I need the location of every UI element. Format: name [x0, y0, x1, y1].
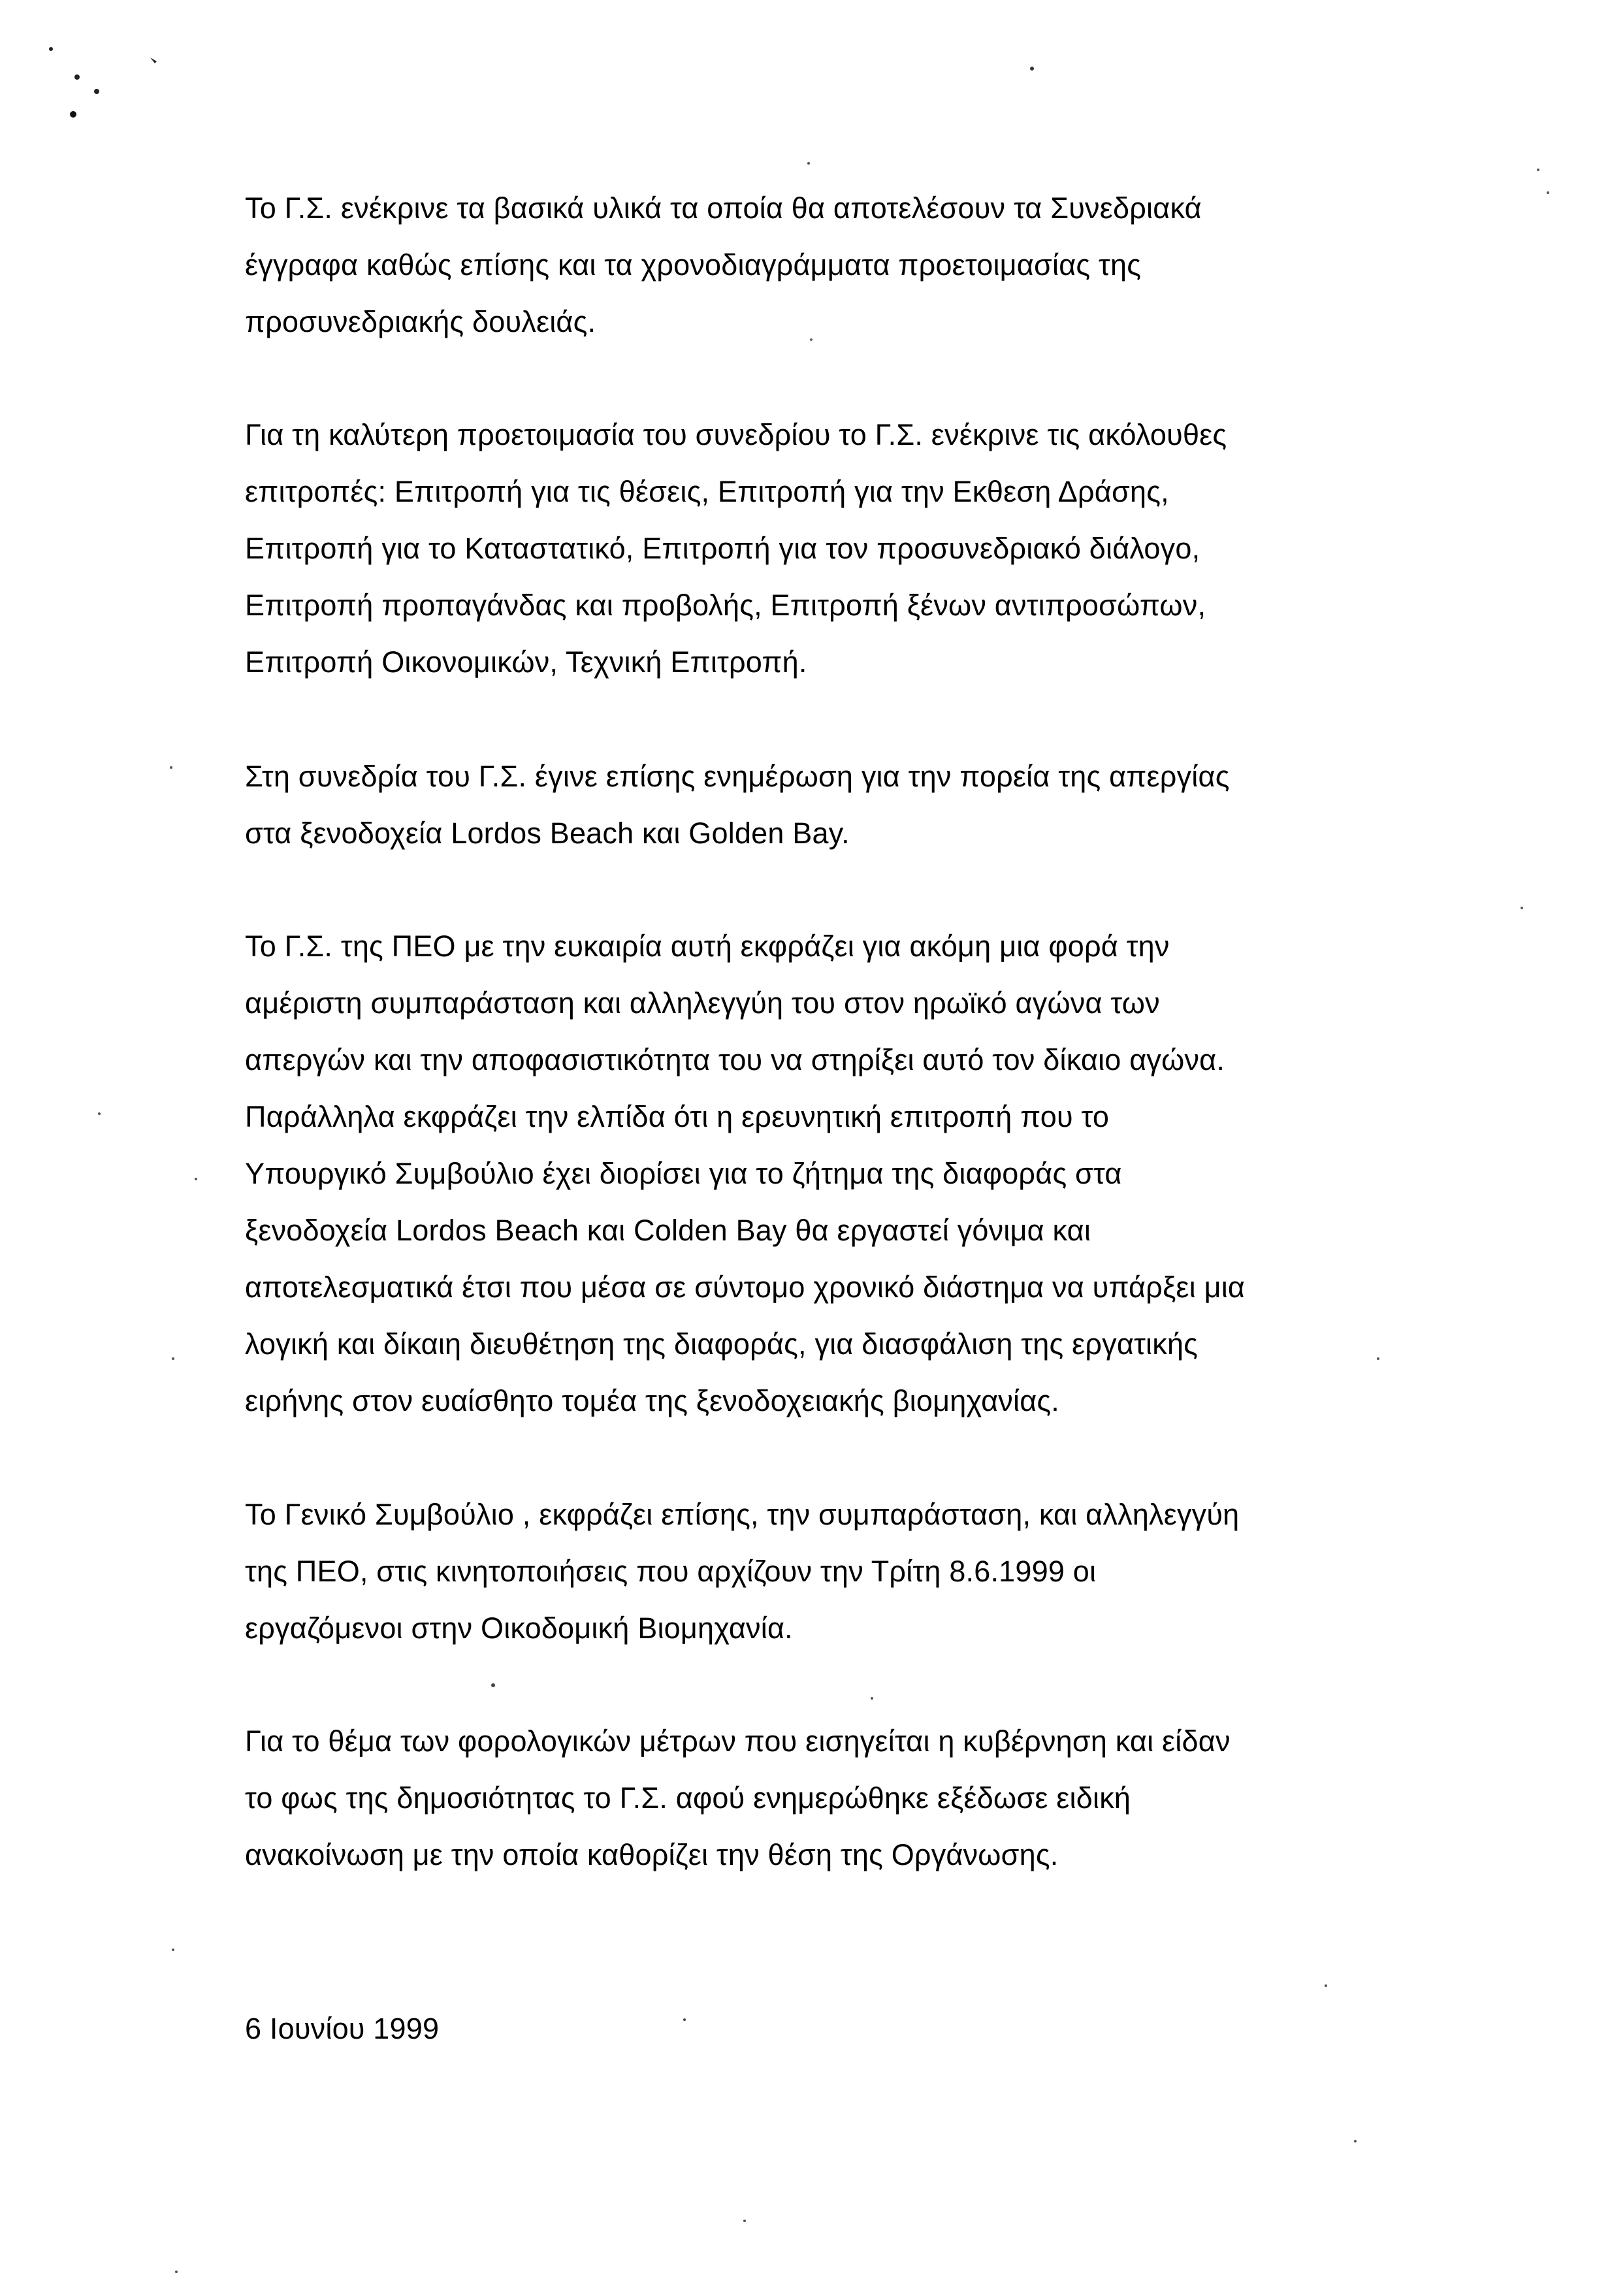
paragraph-construction-solidarity: [245, 1486, 1381, 1657]
text-line: το φως της δημοσιότητας το Γ.Σ. αφού ενημερώθηκε εξέδωσε ειδική: [245, 1781, 1131, 1815]
paragraph-tax-measures: [245, 1713, 1381, 1883]
text-line: Το Γενικό Συμβούλιο , εκφράζει επίσης, την συμπαράσταση, και αλληλεγγύη: [245, 1498, 1240, 1531]
paragraph-solidarity-hotels: [245, 918, 1381, 1429]
text-line: ξενοδοχεία Lordos Beach και Colden Bay θα εργαστεί γόνιμα και: [245, 1214, 1091, 1247]
text-line: Για το θέμα των φορολογικών μέτρων που εισηγείται η κυβέρνηση και είδαν: [245, 1724, 1231, 1758]
text-line: Επιτροπή Οικονομικών, Τεχνική Επιτροπή.: [245, 645, 807, 679]
paragraph-strike-update: [245, 748, 1381, 862]
paragraph-committees: [245, 406, 1381, 690]
text-line: προσυνεδριακής δουλειάς.: [245, 305, 596, 338]
text-line: Επιτροπή για το Καταστατικό, Επιτροπή για τον προσυνεδριακό διάλογο,: [245, 532, 1200, 565]
text-line: Παράλληλα εκφράζει την ελπίδα ότι η ερευνητική επιτροπή που το: [245, 1100, 1110, 1133]
text-line: αποτελεσματικά έτσι που μέσα σε σύντομο χρονικό διάστημα να υπάρξει μια: [245, 1270, 1246, 1304]
text-line: Για τη καλύτερη προετοιμασία του συνεδρίου το Γ.Σ. ενέκρινε τις ακόλουθες: [245, 418, 1227, 451]
date-text: 6 Ιουνίου 1999: [245, 2012, 440, 2045]
text-line: Στη συνεδρία του Γ.Σ. έγινε επίσης ενημέρωση για την πορεία της απεργίας: [245, 760, 1230, 793]
text-line: απεργών και την αποφασιστικότητα του να στηρίξει αυτό τον δίκαιο αγώνα.: [245, 1043, 1225, 1076]
document-date: [245, 2000, 1381, 2057]
text-line: Το Γ.Σ. της ΠΕΟ με την ευκαιρία αυτή εκφράζει για ακόμη μια φορά την: [245, 930, 1170, 963]
text-line: επιτροπές: Επιτροπή για τις θέσεις, Επιτροπή για την Εκθεση Δράσης,: [245, 475, 1169, 508]
text-line: έγγραφα καθώς επίσης και τα χρονοδιαγράμματα προετοιμασίας της: [245, 248, 1142, 282]
text-line: Υπουργικό Συμβούλιο έχει διορίσει για το ζήτημα της διαφοράς στα: [245, 1157, 1122, 1190]
text-line: λογική και δίκαιη διευθέτηση της διαφοράς, για διασφάλιση της εργατικής: [245, 1327, 1199, 1361]
text-line: της ΠΕΟ, στις κινητοποιήσεις που αρχίζουν την Τρίτη 8.6.1999 οι: [245, 1555, 1097, 1588]
text-line: αμέριστη συμπαράσταση και αλληλεγγύη του στον ηρωϊκό αγώνα των: [245, 986, 1160, 1020]
text-line: Το Γ.Σ. ενέκρινε τα βασικά υλικά τα οποία θα αποτελέσουν τα Συνεδριακά: [245, 191, 1202, 225]
text-line: εργαζόμενοι στην Οικοδομική Βιομηχανία.: [245, 1611, 793, 1645]
text-line: ανακοίνωση με την οποία καθορίζει την θέση της Οργάνωσης.: [245, 1838, 1059, 1871]
text-line: ειρήνης στον ευαίσθητο τομέα της ξενοδοχειακής βιομηχανίας.: [245, 1384, 1059, 1417]
paragraph-materials-approval: [245, 180, 1381, 350]
text-line: Επιτροπή προπαγάνδας και προβολής, Επιτροπή ξένων αντιπροσώπων,: [245, 589, 1206, 622]
text-line: στα ξενοδοχεία Lordos Beach και Golden Bay.: [245, 817, 850, 850]
